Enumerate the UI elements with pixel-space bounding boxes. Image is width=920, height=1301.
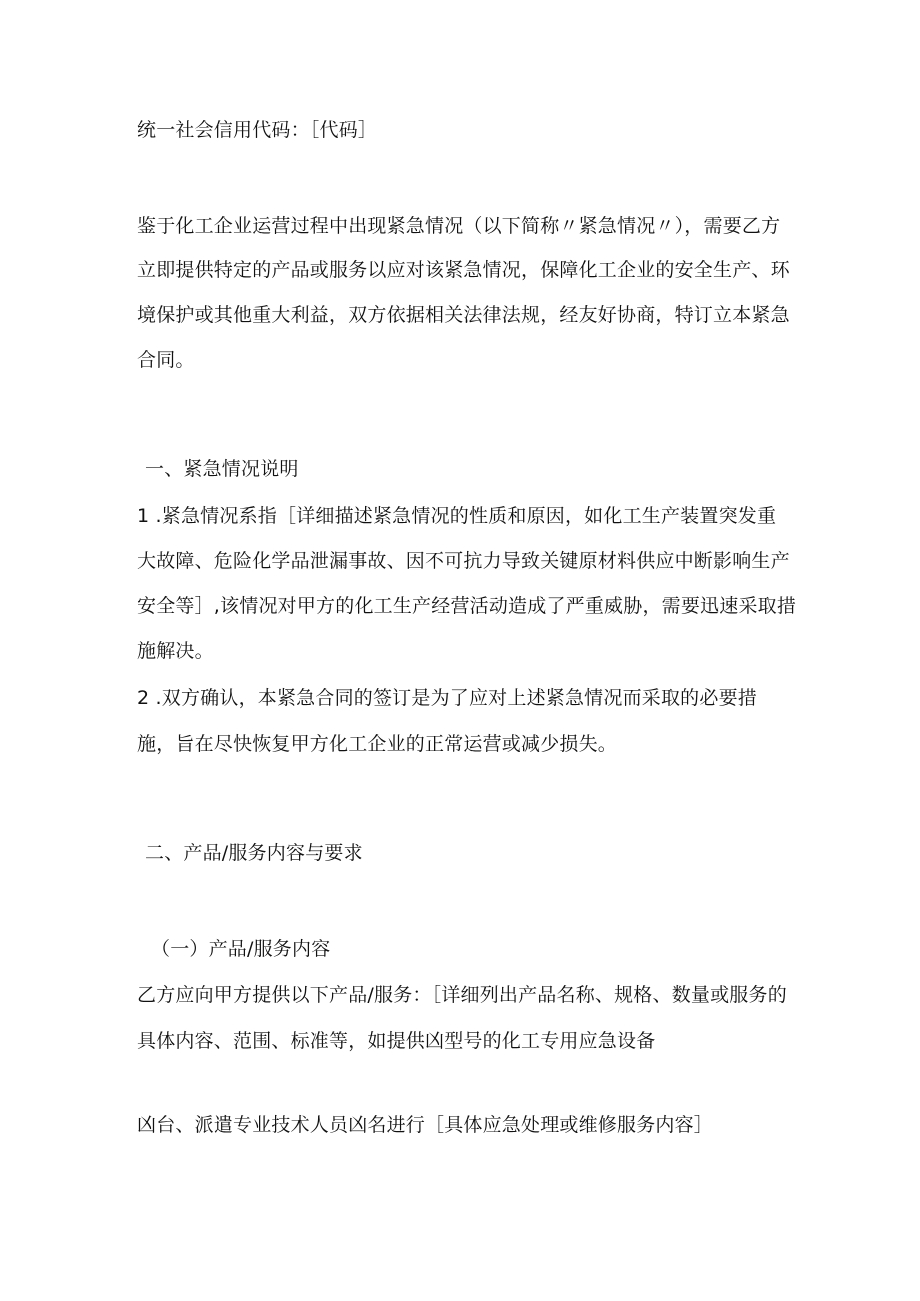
section1-heading: 一、紧急情况说明 <box>145 458 299 480</box>
section1-item2-line-1: 2 .双方确认，本紧急合同的签订是为了应对上述紧急情况而采取的必要措 <box>137 687 757 709</box>
preamble-line-3: 境保护或其他重大利益，双方依据相关法律法规，经友好协商，特订立本紧急 <box>137 304 790 326</box>
section2-sub1-heading: （一）产品/服务内容 <box>151 938 331 960</box>
section1-item1-line-2: 大故障、危险化学品泄漏事故、因不可抗力导致关键原材料供应中断影响生产 <box>137 550 790 572</box>
section1-item2-line-2: 施，旨在尽快恢复甲方化工企业的正常运营或减少损失。 <box>137 733 618 755</box>
preamble-line-2: 立即提供特定的产品或服务以应对该紧急情况，保障化工企业的安全生产、环 <box>137 259 790 281</box>
preamble-line-1: 鉴于化工企业运营过程中出现紧急情况（以下简称〃紧急情况〃），需要乙方 <box>137 215 781 237</box>
section2-sub1-tail-line: 凶台、派遣专业技术人员凶名进行［具体应急处理或维修服务内容］ <box>137 1114 714 1136</box>
credit-code-line: 统一社会信用代码：［代码］ <box>137 119 378 141</box>
section2-heading: 二、产品/服务内容与要求 <box>145 842 363 864</box>
section2-sub1-body-line-1: 乙方应向甲方提供以下产品/服务：［详细列出产品名称、规格、数量或服务的 <box>137 984 787 1006</box>
section2-sub1-body-line-2: 具体内容、范围、标准等，如提供凶型号的化工专用应急设备 <box>137 1030 656 1052</box>
preamble-line-4: 合同。 <box>137 349 195 371</box>
section1-item1-line-4: 施解决。 <box>137 640 214 662</box>
section1-item1-line-1: 1 .紧急情况系指［详细描述紧急情况的性质和原因，如化工生产装置突发重 <box>137 505 777 527</box>
section1-item1-line-3: 安全等］,该情况对甲方的化工生产经营活动造成了严重威胁，需要迅速采取措 <box>137 595 797 617</box>
